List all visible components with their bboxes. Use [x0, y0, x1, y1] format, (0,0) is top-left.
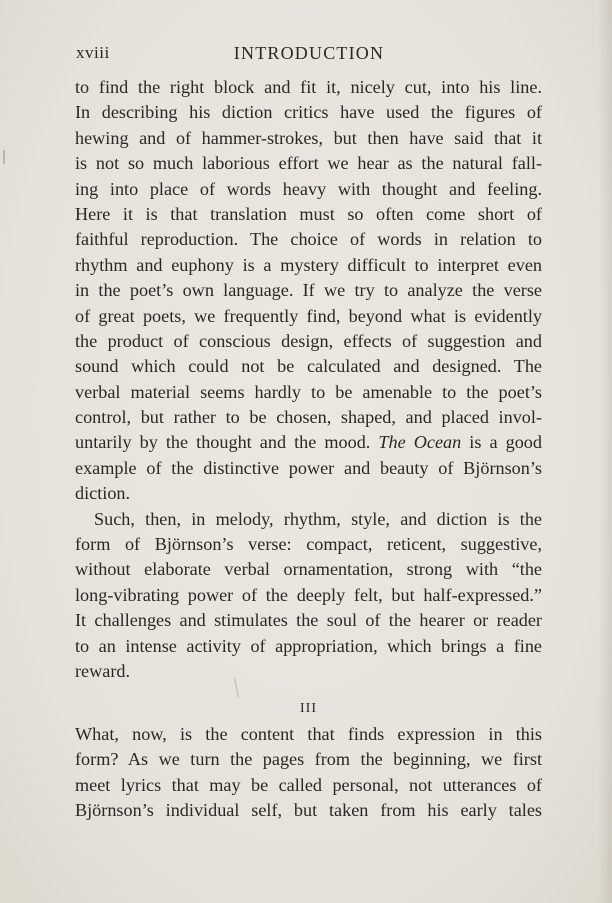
text-line: rhythm and euphony is a mystery difficult to interpret even [75, 254, 542, 275]
text-line: to an intense activity of appropriation, which brings a fine [75, 635, 542, 656]
paragraph-form [75, 507, 542, 685]
text-line: of great poets, we frequently find, beyond what is evidently [75, 305, 542, 326]
section-number: III [300, 701, 317, 717]
text-line: Such, then, in melody, rhythm, style, and diction is the [94, 508, 542, 529]
text-line: long-vibrating power of the deeply felt, but half-expressed.” [75, 584, 542, 605]
text-line: ing into place of words heavy with thought and feeling. [75, 178, 542, 199]
text-line-with-title [75, 430, 542, 455]
margin-mark [3, 150, 5, 164]
text-line: is not so much laborious effort we hear as the natural fall- [75, 153, 542, 174]
text-line: control, but rather to be chosen, shaped, and placed invol- [75, 407, 542, 428]
text-line: What, now, is the content that finds expression in this [75, 723, 542, 744]
text-line: faithful reproduction. The choice of words in relation to [75, 229, 542, 250]
text-line: to find the right block and fit it, nicely cut, into his line. [75, 77, 542, 97]
page-number: xviii [76, 43, 110, 62]
text-line: the product of conscious design, effects of suggestion and [75, 330, 542, 351]
text-line: reward. [75, 660, 131, 681]
page-edge-shadow [598, 0, 612, 903]
text-line: in the poet’s own language. If we try to analyze the verse [75, 280, 542, 301]
text-run: is a good [461, 432, 542, 453]
paragraph-content [75, 722, 542, 824]
running-head [76, 43, 542, 67]
text-line: sound which could not be calculated and designed. The [75, 356, 542, 377]
text-line: meet lyrics that may be called personal, not utterances of [75, 774, 542, 795]
text-line: form? As we turn the pages from the beginning, we first [75, 749, 542, 770]
text-line: diction. [75, 483, 131, 504]
text-line: Here it is that translation must so often come short of [75, 203, 542, 224]
poem-title-the-ocean: The Ocean [378, 432, 462, 453]
text-line: hewing and of hammer-strokes, but then have said that it [75, 127, 542, 148]
text-line: form of Björnson’s verse: compact, reticent, suggestive, [75, 534, 542, 555]
text-run: untarily by the thought and the mood. [75, 432, 379, 453]
text-line: without elaborate verbal ornamentation, strong with “the [75, 559, 542, 580]
running-title: INTRODUCTION [233, 43, 385, 63]
text-line: It challenges and stimulates the soul of the hearer or reader [75, 610, 542, 631]
text-line: verbal material seems hardly to be amenable to the poet’s [75, 381, 542, 402]
text-line: Björnson’s individual self, but taken from his early tales [75, 799, 542, 820]
text-line: example of the distinctive power and beauty of Björnson’s [75, 457, 542, 478]
text-line: In describing his diction critics have used the figures of [75, 102, 542, 123]
paragraph-diction [75, 75, 542, 507]
body-text [75, 75, 542, 823]
